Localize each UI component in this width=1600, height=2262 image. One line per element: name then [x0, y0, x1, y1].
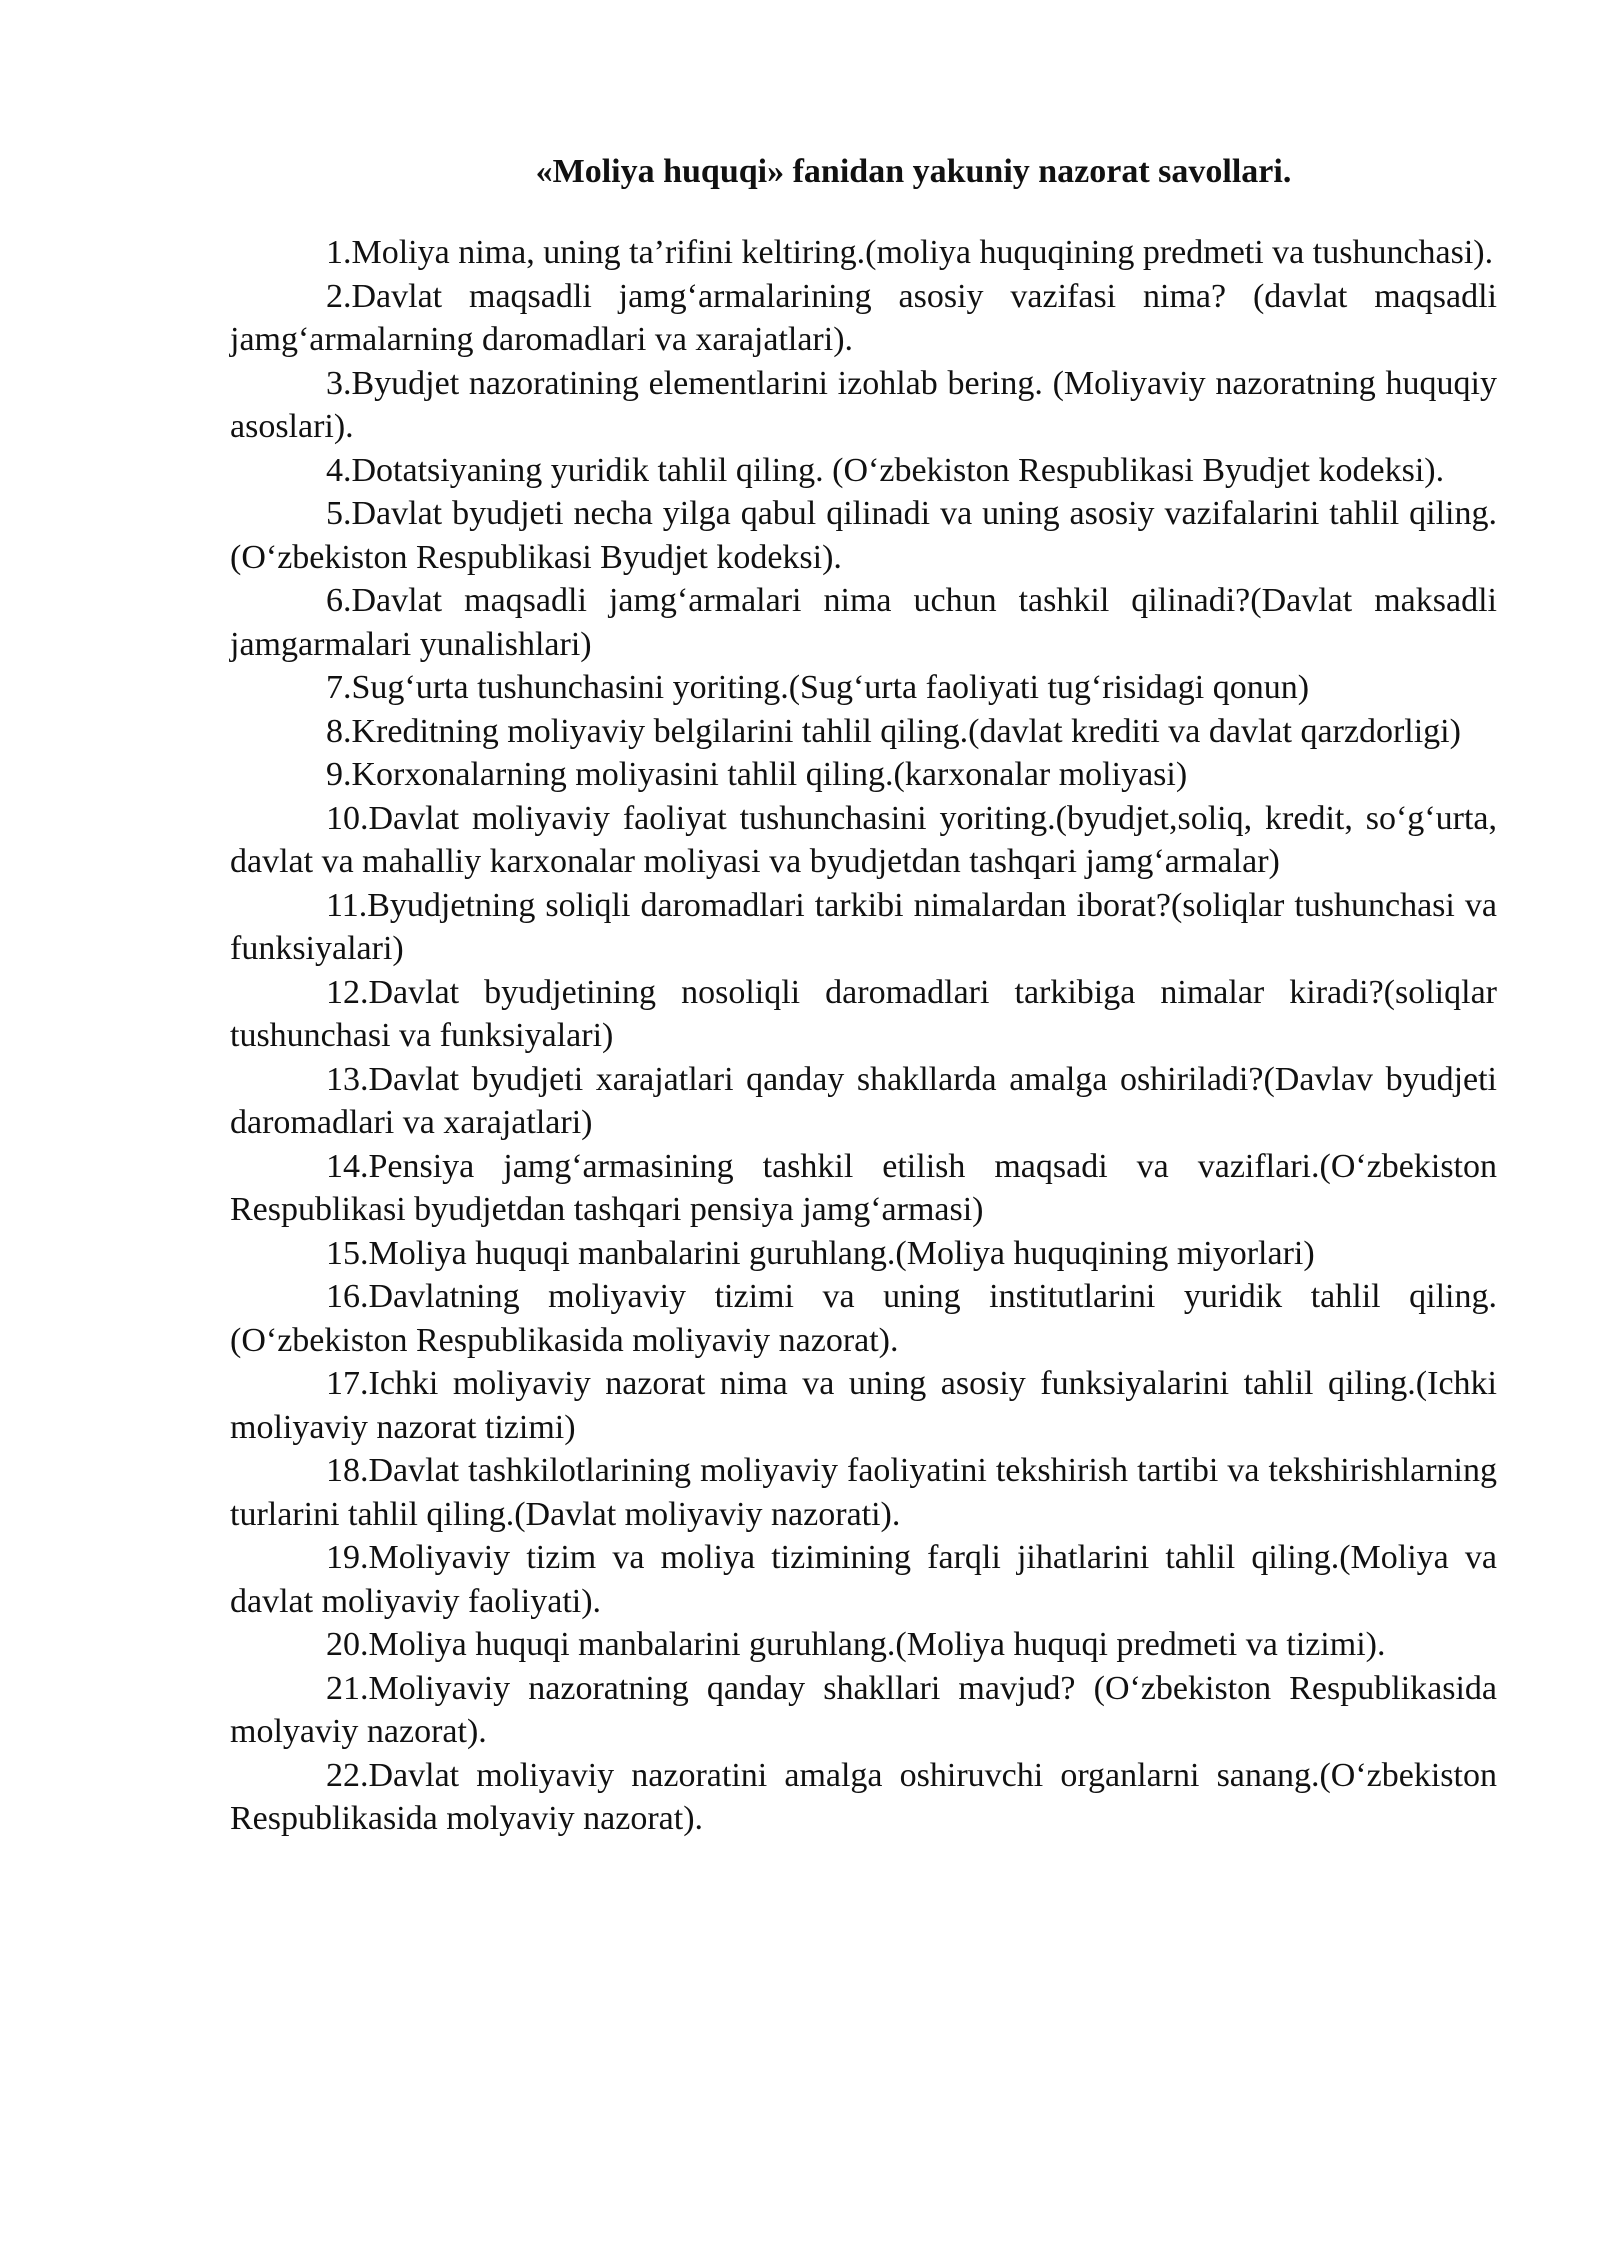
- page-title: «Moliya huquqi» fanidan yakuniy nazorat savollari.: [535, 153, 1292, 190]
- question-item: 11.Byudjetning soliqli daromadlari tarkibi nimalardan iborat?(soliqlar tushunchasi va funksiyalari): [230, 886, 1497, 967]
- question-item: 8.Kreditning moliyaviy belgilarini tahlil qiling.(davlat krediti va davlat qarzdorligi): [326, 712, 1461, 750]
- question-item: 13.Davlat byudjeti xarajatlari qanday shakllarda amalga oshiriladi?(Davlav byudjeti daromadlari va xarajatlari): [230, 1060, 1497, 1141]
- question-item: 16.Davlatning moliyaviy tizimi va uning institutlarini yuridik tahlil qiling.(O‘zbekiston Respublikasida moliyaviy nazorat).: [230, 1278, 1497, 1359]
- question-item: 9.Korxonalarning moliyasini tahlil qiling.(karxonalar moliyasi): [326, 756, 1188, 793]
- document-page: [230, 150, 1497, 1841]
- question-item: 10.Davlat moliyaviy faoliyat tushunchasini yoriting.(byudjet,soliq, kredit, so‘g‘urta, davlat va mahalliy karxonalar moliyasi va byudjetdan tashqari jamg‘armalar): [230, 799, 1497, 880]
- question-item: 15.Moliya huquqi manbalarini guruhlang.(Moliya huquqining miyorlari): [326, 1234, 1315, 1272]
- question-item: 18.Davlat tashkilotlarining moliyaviy faoliyatini tekshirish tartibi va tekshirishlarning turlarini tahlil qiling.(Davlat moliyaviy nazorati).: [230, 1452, 1497, 1533]
- question-item: 1.Moliya nima, uning ta’rifini keltiring.(moliya huquqining predmeti va tushunchasi).: [326, 234, 1494, 271]
- question-item: 2.Davlat maqsadli jamg‘armalarining asosiy vazifasi nima? (davlat maqsadli jamg‘armalarning daromadlari va xarajatlari).: [230, 277, 1497, 358]
- question-item: 21.Moliyaviy nazoratning qanday shakllari mavjud? (O‘zbekiston Respublikasida molyaviy nazorat).: [230, 1669, 1497, 1750]
- question-item: 4.Dotatsiyaning yuridik tahlil qiling. (O‘zbekiston Respublikasi Byudjet kodeksi).: [326, 451, 1445, 489]
- question-item: 22.Davlat moliyaviy nazoratini amalga oshiruvchi organlarni sanang.(O‘zbekiston Respublikasida molyaviy nazorat).: [230, 1756, 1497, 1837]
- question-item: 20.Moliya huquqi manbalarini guruhlang.(Moliya huquqi predmeti va tizimi).: [326, 1626, 1386, 1663]
- question-item: 5.Davlat byudjeti necha yilga qabul qilinadi va uning asosiy vazifalarini tahlil qiling.(O‘zbekiston Respublikasi Byudjet kodeksi).: [230, 495, 1497, 576]
- question-item: 3.Byudjet nazoratining elementlarini izohlab bering. (Moliyaviy nazoratning huquqiy asoslari).: [230, 364, 1497, 445]
- question-item: 6.Davlat maqsadli jamg‘armalari nima uchun tashkil qilinadi?(Davlat maksadli jamgarmalari yunalishlari): [230, 582, 1497, 663]
- question-item: 19.Moliyaviy tizim va moliya tizimining farqli jihatlarini tahlil qiling.(Moliya va davlat moliyaviy faoliyati).: [230, 1539, 1497, 1620]
- question-item: 7.Sug‘urta tushunchasini yoriting.(Sug‘urta faoliyati tug‘risidagi qonun): [326, 669, 1310, 706]
- question-item: 17.Ichki moliyaviy nazorat nima va uning asosiy funksiyalarini tahlil qiling.(Ichki moliyaviy nazorat tizimi): [230, 1365, 1497, 1446]
- question-item: 12.Davlat byudjetining nosoliqli daromadlari tarkibiga nimalar kiradi?(soliqlar tushunchasi va funksiyalari): [230, 973, 1497, 1054]
- question-list: [230, 231, 1497, 1841]
- question-item: 14.Pensiya jamg‘armasining tashkil etilish maqsadi va vaziflari.(O‘zbekiston Respublikasi byudjetdan tashqari pensiya jamg‘armasi): [230, 1147, 1497, 1228]
